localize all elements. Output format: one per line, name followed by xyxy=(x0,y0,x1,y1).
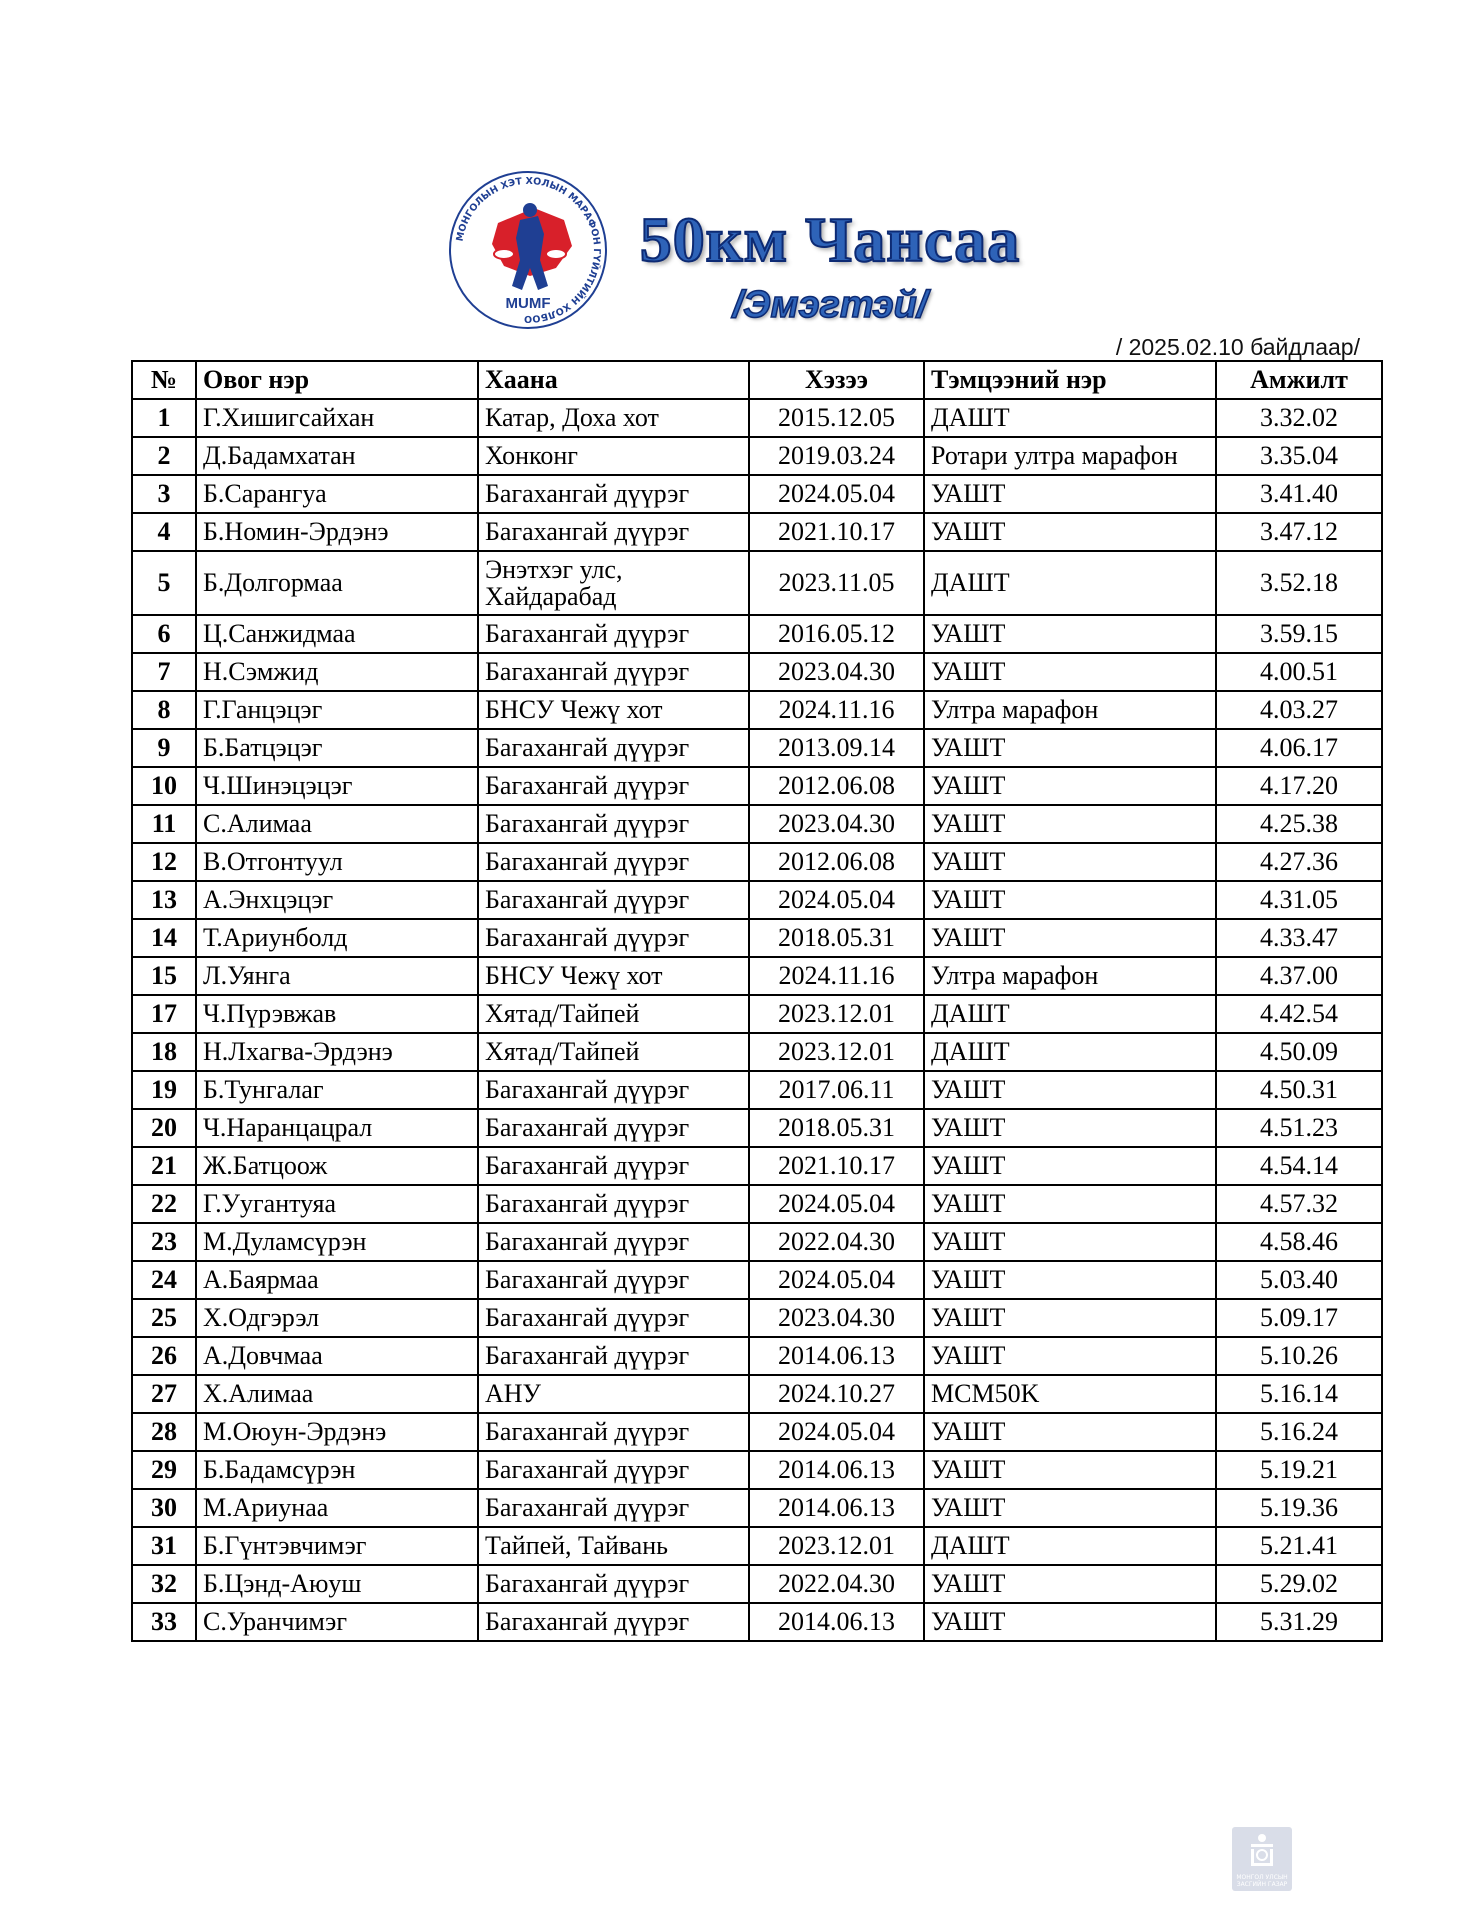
location-cell: Багахангай дүүрэг xyxy=(478,767,749,805)
rank-cell: 32 xyxy=(132,1565,196,1603)
rank-cell: 6 xyxy=(132,615,196,653)
competition-cell: УАШТ xyxy=(924,1489,1216,1527)
rank-cell: 22 xyxy=(132,1185,196,1223)
name-cell: Б.Батцэцэг xyxy=(196,729,478,767)
name-cell: Б.Цэнд-Аюуш xyxy=(196,1565,478,1603)
location-cell: Багахангай дүүрэг xyxy=(478,1413,749,1451)
name-cell: Л.Уянга xyxy=(196,957,478,995)
date-cell: 2023.12.01 xyxy=(749,1033,924,1071)
location-cell: Хонконг xyxy=(478,437,749,475)
table-row xyxy=(132,1337,1382,1375)
location-cell: Хятад/Тайпей xyxy=(478,1033,749,1071)
table-row xyxy=(132,1071,1382,1109)
competition-cell: УАШТ xyxy=(924,1147,1216,1185)
table-row xyxy=(132,691,1382,729)
result-cell: 5.19.36 xyxy=(1216,1489,1382,1527)
name-cell: Г.Уугантуяа xyxy=(196,1185,478,1223)
date-cell: 2023.11.05 xyxy=(749,551,924,615)
result-cell: 4.42.54 xyxy=(1216,995,1382,1033)
location-cell: Хятад/Тайпей xyxy=(478,995,749,1033)
table-row xyxy=(132,1527,1382,1565)
rank-cell: 2 xyxy=(132,437,196,475)
results-table-body xyxy=(132,399,1382,1641)
column-header-name: Овог нэр xyxy=(196,361,478,399)
rank-cell: 11 xyxy=(132,805,196,843)
table-row xyxy=(132,881,1382,919)
rank-cell: 9 xyxy=(132,729,196,767)
date-cell: 2012.06.08 xyxy=(749,843,924,881)
date-cell: 2024.05.04 xyxy=(749,1413,924,1451)
competition-cell: Ултра марафон xyxy=(924,957,1216,995)
location-cell: Багахангай дүүрэг xyxy=(478,805,749,843)
competition-cell: УАШТ xyxy=(924,919,1216,957)
location-cell: Багахангай дүүрэг xyxy=(478,1451,749,1489)
table-row xyxy=(132,653,1382,691)
name-cell: А.Баярмаа xyxy=(196,1261,478,1299)
competition-cell: Ротари ултра марафон xyxy=(924,437,1216,475)
rank-cell: 12 xyxy=(132,843,196,881)
result-cell: 5.29.02 xyxy=(1216,1565,1382,1603)
location-cell: АНУ xyxy=(478,1375,749,1413)
date-cell: 2023.12.01 xyxy=(749,995,924,1033)
rank-cell: 5 xyxy=(132,551,196,615)
result-cell: 4.25.38 xyxy=(1216,805,1382,843)
result-cell: 4.37.00 xyxy=(1216,957,1382,995)
name-cell: М.Оюун-Эрдэнэ xyxy=(196,1413,478,1451)
table-row xyxy=(132,957,1382,995)
competition-cell: ДАШТ xyxy=(924,399,1216,437)
column-header-number: № xyxy=(132,361,196,399)
date-cell: 2017.06.11 xyxy=(749,1071,924,1109)
result-cell: 5.16.14 xyxy=(1216,1375,1382,1413)
soyombo-icon xyxy=(1247,1832,1277,1866)
name-cell: М.Дуламсүрэн xyxy=(196,1223,478,1261)
rank-cell: 28 xyxy=(132,1413,196,1451)
result-cell: 5.19.21 xyxy=(1216,1451,1382,1489)
location-cell: Багахангай дүүрэг xyxy=(478,1337,749,1375)
name-cell: Д.Бадамхатан xyxy=(196,437,478,475)
competition-cell: УАШТ xyxy=(924,729,1216,767)
name-cell: Г.Ганцэцэг xyxy=(196,691,478,729)
table-row xyxy=(132,437,1382,475)
location-cell: Багахангай дүүрэг xyxy=(478,843,749,881)
competition-cell: УАШТ xyxy=(924,1299,1216,1337)
location-cell: Тайпей, Тайвань xyxy=(478,1527,749,1565)
result-cell: 4.57.32 xyxy=(1216,1185,1382,1223)
location-cell: Багахангай дүүрэг xyxy=(478,513,749,551)
location-cell: Катар, Доха хот xyxy=(478,399,749,437)
competition-cell: УАШТ xyxy=(924,1337,1216,1375)
result-cell: 4.00.51 xyxy=(1216,653,1382,691)
page-subtitle: /Эмэгтэй/ xyxy=(732,284,928,326)
competition-cell: УАШТ xyxy=(924,805,1216,843)
rank-cell: 31 xyxy=(132,1527,196,1565)
result-cell: 4.58.46 xyxy=(1216,1223,1382,1261)
rank-cell: 24 xyxy=(132,1261,196,1299)
date-cell: 2024.10.27 xyxy=(749,1375,924,1413)
result-cell: 3.52.18 xyxy=(1216,551,1382,615)
table-row xyxy=(132,767,1382,805)
result-cell: 4.50.31 xyxy=(1216,1071,1382,1109)
rank-cell: 33 xyxy=(132,1603,196,1641)
result-cell: 5.16.24 xyxy=(1216,1413,1382,1451)
date-cell: 2024.05.04 xyxy=(749,1185,924,1223)
result-cell: 4.51.23 xyxy=(1216,1109,1382,1147)
table-row xyxy=(132,1147,1382,1185)
competition-cell: УАШТ xyxy=(924,653,1216,691)
competition-cell: Ултра марафон xyxy=(924,691,1216,729)
table-row xyxy=(132,919,1382,957)
table-row xyxy=(132,843,1382,881)
date-cell: 2018.05.31 xyxy=(749,919,924,957)
page-title: 50км Чансаа xyxy=(639,204,1021,275)
location-cell: БНСУ Чежү хот xyxy=(478,691,749,729)
name-cell: Ч.Шинэцэцэг xyxy=(196,767,478,805)
logo-text: MUMF xyxy=(505,295,551,312)
date-cell: 2022.04.30 xyxy=(749,1223,924,1261)
name-cell: Ц.Санжидмаа xyxy=(196,615,478,653)
date-cell: 2023.04.30 xyxy=(749,1299,924,1337)
name-cell: Б.Гүнтэвчимэг xyxy=(196,1527,478,1565)
name-cell: Б.Долгормаа xyxy=(196,551,478,615)
competition-cell: УАШТ xyxy=(924,1603,1216,1641)
name-cell: Н.Сэмжид xyxy=(196,653,478,691)
table-row xyxy=(132,1603,1382,1641)
location-cell: Багахангай дүүрэг xyxy=(478,919,749,957)
location-cell: Багахангай дүүрэг xyxy=(478,1071,749,1109)
rank-cell: 8 xyxy=(132,691,196,729)
result-cell: 4.06.17 xyxy=(1216,729,1382,767)
name-cell: Г.Хишигсайхан xyxy=(196,399,478,437)
competition-cell: ДАШТ xyxy=(924,995,1216,1033)
column-header-competition: Тэмцээний нэр xyxy=(924,361,1216,399)
competition-cell: УАШТ xyxy=(924,1261,1216,1299)
table-row xyxy=(132,1565,1382,1603)
rank-cell: 15 xyxy=(132,957,196,995)
date-cell: 2023.04.30 xyxy=(749,805,924,843)
competition-cell: MCM50K xyxy=(924,1375,1216,1413)
table-row xyxy=(132,1261,1382,1299)
rank-cell: 29 xyxy=(132,1451,196,1489)
location-cell: Багахангай дүүрэг xyxy=(478,1261,749,1299)
name-cell: М.Ариунаа xyxy=(196,1489,478,1527)
result-cell: 4.03.27 xyxy=(1216,691,1382,729)
government-emblem xyxy=(1232,1827,1292,1891)
location-cell: Багахангай дүүрэг xyxy=(478,1299,749,1337)
location-cell: Багахангай дүүрэг xyxy=(478,615,749,653)
table-row xyxy=(132,1489,1382,1527)
date-cell: 2016.05.12 xyxy=(749,615,924,653)
date-cell: 2021.10.17 xyxy=(749,1147,924,1185)
date-cell: 2024.05.04 xyxy=(749,881,924,919)
column-header-date: Хэзээ xyxy=(749,361,924,399)
logo-ring-text: МОНГОЛЫН ХЭТ ХОЛЫН МАРАФОН ГҮЙЛТИЙН ХОЛБОО xyxy=(454,175,603,325)
date-cell: 2021.10.17 xyxy=(749,513,924,551)
competition-cell: УАШТ xyxy=(924,1071,1216,1109)
rank-cell: 27 xyxy=(132,1375,196,1413)
name-cell: Х.Одгэрэл xyxy=(196,1299,478,1337)
date-cell: 2014.06.13 xyxy=(749,1337,924,1375)
competition-cell: УАШТ xyxy=(924,615,1216,653)
result-cell: 4.50.09 xyxy=(1216,1033,1382,1071)
competition-cell: УАШТ xyxy=(924,767,1216,805)
date-cell: 2024.05.04 xyxy=(749,475,924,513)
result-cell: 4.31.05 xyxy=(1216,881,1382,919)
table-row xyxy=(132,399,1382,437)
name-cell: А.Энхцэцэг xyxy=(196,881,478,919)
location-cell: Багахангай дүүрэг xyxy=(478,1109,749,1147)
table-row xyxy=(132,615,1382,653)
location-cell: Багахангай дүүрэг xyxy=(478,1489,749,1527)
table-row xyxy=(132,729,1382,767)
rank-cell: 7 xyxy=(132,653,196,691)
competition-cell: ДАШТ xyxy=(924,551,1216,615)
name-cell: Т.Ариунболд xyxy=(196,919,478,957)
date-cell: 2022.04.30 xyxy=(749,1565,924,1603)
result-cell: 4.33.47 xyxy=(1216,919,1382,957)
table-row xyxy=(132,1413,1382,1451)
location-cell: Багахангай дүүрэг xyxy=(478,1185,749,1223)
rank-cell: 30 xyxy=(132,1489,196,1527)
rank-cell: 10 xyxy=(132,767,196,805)
competition-cell: УАШТ xyxy=(924,1565,1216,1603)
date-cell: 2014.06.13 xyxy=(749,1489,924,1527)
column-header-location: Хаана xyxy=(478,361,749,399)
competition-cell: УАШТ xyxy=(924,1413,1216,1451)
name-cell: Х.Алимаа xyxy=(196,1375,478,1413)
name-cell: С.Уранчимэг xyxy=(196,1603,478,1641)
date-cell: 2012.06.08 xyxy=(749,767,924,805)
table-row xyxy=(132,475,1382,513)
table-row xyxy=(132,995,1382,1033)
rank-cell: 26 xyxy=(132,1337,196,1375)
rank-cell: 21 xyxy=(132,1147,196,1185)
date-cell: 2023.12.01 xyxy=(749,1527,924,1565)
result-cell: 4.27.36 xyxy=(1216,843,1382,881)
location-cell: Багахангай дүүрэг xyxy=(478,475,749,513)
name-cell: Ч.Наранцацрал xyxy=(196,1109,478,1147)
result-cell: 3.35.04 xyxy=(1216,437,1382,475)
location-cell: Багахангай дүүрэг xyxy=(478,729,749,767)
rank-cell: 25 xyxy=(132,1299,196,1337)
rank-cell: 20 xyxy=(132,1109,196,1147)
date-cell: 2019.03.24 xyxy=(749,437,924,475)
column-header-result: Амжилт xyxy=(1216,361,1382,399)
result-cell: 3.47.12 xyxy=(1216,513,1382,551)
rank-cell: 13 xyxy=(132,881,196,919)
date-cell: 2015.12.05 xyxy=(749,399,924,437)
result-cell: 5.21.41 xyxy=(1216,1527,1382,1565)
as-of-date: / 2025.02.10 байдлаар/ xyxy=(1115,334,1360,360)
name-cell: Б.Сарангуа xyxy=(196,475,478,513)
result-cell: 5.10.26 xyxy=(1216,1337,1382,1375)
name-cell: В.Отгонтуул xyxy=(196,843,478,881)
competition-cell: УАШТ xyxy=(924,1185,1216,1223)
name-cell: Н.Лхагва-Эрдэнэ xyxy=(196,1033,478,1071)
location-cell: Багахангай дүүрэг xyxy=(478,1147,749,1185)
table-row xyxy=(132,1299,1382,1337)
name-cell: А.Довчмаа xyxy=(196,1337,478,1375)
name-cell: Б.Тунгалаг xyxy=(196,1071,478,1109)
table-row xyxy=(132,513,1382,551)
name-cell: Ж.Батцоож xyxy=(196,1147,478,1185)
table-row xyxy=(132,1185,1382,1223)
competition-cell: УАШТ xyxy=(924,513,1216,551)
location-cell: Багахангай дүүрэг xyxy=(478,881,749,919)
table-row xyxy=(132,1109,1382,1147)
table-row xyxy=(132,1223,1382,1261)
competition-cell: УАШТ xyxy=(924,1451,1216,1489)
name-cell: С.Алимаа xyxy=(196,805,478,843)
date-cell: 2024.11.16 xyxy=(749,957,924,995)
emblem-text: МОНГОЛ УЛСЫН ЗАСГИЙН ГАЗАР xyxy=(1236,1874,1288,1888)
date-cell: 2024.05.04 xyxy=(749,1261,924,1299)
rank-cell: 19 xyxy=(132,1071,196,1109)
date-cell: 2013.09.14 xyxy=(749,729,924,767)
competition-cell: УАШТ xyxy=(924,1109,1216,1147)
name-cell: Б.Бадамсүрэн xyxy=(196,1451,478,1489)
results-table xyxy=(131,360,1383,1642)
competition-cell: УАШТ xyxy=(924,881,1216,919)
table-row xyxy=(132,805,1382,843)
result-cell: 4.17.20 xyxy=(1216,767,1382,805)
date-cell: 2014.06.13 xyxy=(749,1451,924,1489)
rank-cell: 3 xyxy=(132,475,196,513)
location-cell: Энэтхэг улс, Хайдарабад xyxy=(478,551,749,615)
competition-cell: УАШТ xyxy=(924,843,1216,881)
rank-cell: 18 xyxy=(132,1033,196,1071)
location-cell: Багахангай дүүрэг xyxy=(478,1223,749,1261)
result-cell: 3.41.40 xyxy=(1216,475,1382,513)
result-cell: 5.03.40 xyxy=(1216,1261,1382,1299)
date-cell: 2014.06.13 xyxy=(749,1603,924,1641)
result-cell: 5.09.17 xyxy=(1216,1299,1382,1337)
location-cell: Багахангай дүүрэг xyxy=(478,1565,749,1603)
result-cell: 3.32.02 xyxy=(1216,399,1382,437)
location-cell: БНСУ Чежү хот xyxy=(478,957,749,995)
table-row xyxy=(132,1375,1382,1413)
result-cell: 5.31.29 xyxy=(1216,1603,1382,1641)
competition-cell: УАШТ xyxy=(924,475,1216,513)
rank-cell: 1 xyxy=(132,399,196,437)
result-cell: 3.59.15 xyxy=(1216,615,1382,653)
date-cell: 2024.11.16 xyxy=(749,691,924,729)
date-cell: 2018.05.31 xyxy=(749,1109,924,1147)
location-cell: Багахангай дүүрэг xyxy=(478,653,749,691)
location-cell: Багахангай дүүрэг xyxy=(478,1603,749,1641)
rank-cell: 17 xyxy=(132,995,196,1033)
rank-cell: 23 xyxy=(132,1223,196,1261)
competition-cell: ДАШТ xyxy=(924,1527,1216,1565)
name-cell: Б.Номин-Эрдэнэ xyxy=(196,513,478,551)
table-row xyxy=(132,1033,1382,1071)
date-cell: 2023.04.30 xyxy=(749,653,924,691)
name-cell: Ч.Пүрэвжав xyxy=(196,995,478,1033)
competition-cell: ДАШТ xyxy=(924,1033,1216,1071)
competition-cell: УАШТ xyxy=(924,1223,1216,1261)
table-row xyxy=(132,1451,1382,1489)
result-cell: 4.54.14 xyxy=(1216,1147,1382,1185)
table-header-row xyxy=(132,361,1382,399)
rank-cell: 14 xyxy=(132,919,196,957)
table-row xyxy=(132,551,1382,615)
rank-cell: 4 xyxy=(132,513,196,551)
